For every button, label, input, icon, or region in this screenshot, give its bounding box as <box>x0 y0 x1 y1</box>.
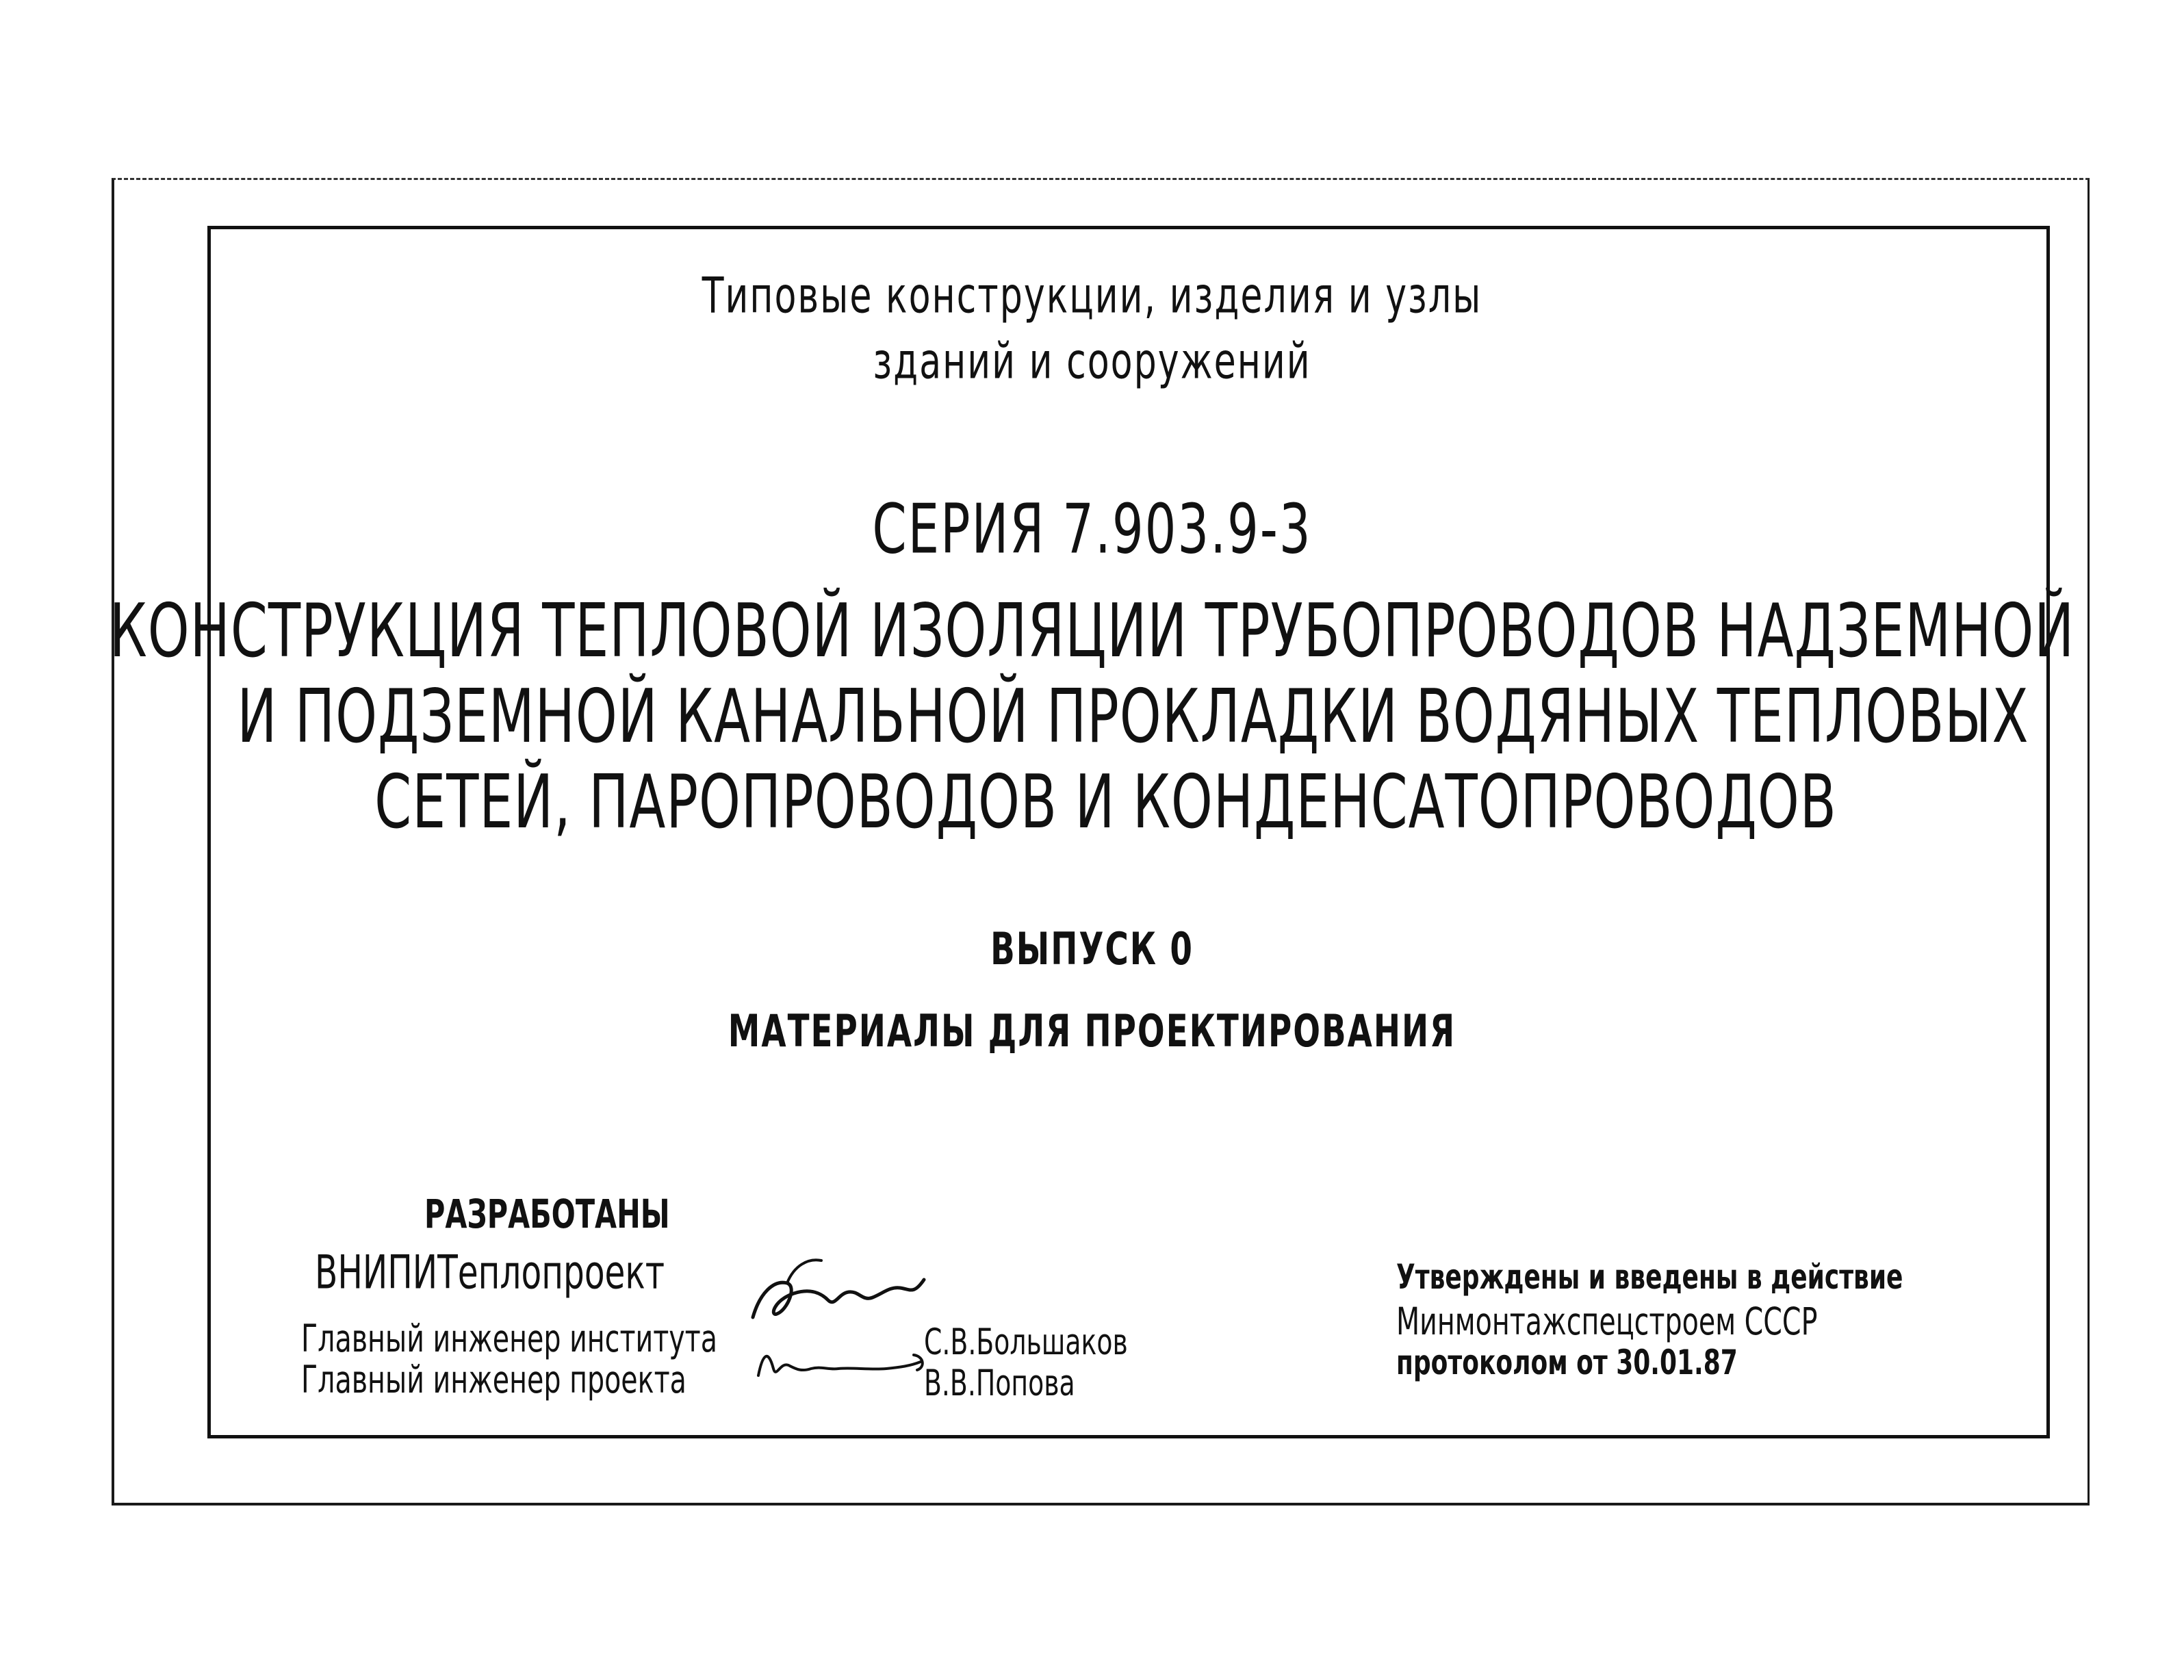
developer-organization: ВНИПИТеплопроект <box>315 1245 665 1300</box>
chief-engineer-project-name: В.В.Попова <box>924 1362 1075 1404</box>
developed-label: РАЗРАБОТАНЫ <box>424 1191 670 1237</box>
approved-line-1: Утверждены и введены в действие <box>1396 1258 1903 1297</box>
title-line-2: И ПОДЗЕМНОЙ КАНАЛЬНОЙ ПРОКЛАДКИ ВОДЯНЫХ ТЕПЛОВЫХ <box>237 674 2029 760</box>
approved-line-2: Минмонтажспецстроем СССР <box>1396 1300 1818 1344</box>
issue-label: ВЫПУСК 0 <box>990 924 1194 975</box>
chief-engineer-institute-role: Главный инженер института <box>301 1317 717 1361</box>
signature-institute-image <box>746 1252 938 1334</box>
series-number: СЕРИЯ 7.903.9-3 <box>872 489 1312 569</box>
title-line-3: СЕТЕЙ, ПАРОПРОВОДОВ И КОНДЕНСАТОПРОВОДОВ <box>374 760 1837 845</box>
title-line-1: КОНСТРУКЦИЯ ТЕПЛОВОЙ ИЗОЛЯЦИИ ТРУБОПРОВОДОВ НАДЗЕМНОЙ <box>109 589 2075 674</box>
signature-project-image <box>753 1341 931 1389</box>
approved-line-3: протоколом от 30.01.87 <box>1396 1343 1738 1383</box>
issue-subtitle: МАТЕРИАЛЫ ДЛЯ ПРОЕКТИРОВАНИЯ <box>728 1006 1456 1057</box>
chief-engineer-project-role: Главный инженер проекта <box>301 1358 686 1402</box>
header-line-2: зданий и сооружений <box>873 332 1311 390</box>
header-line-1: Типовые конструкции, изделия и узлы <box>702 266 1482 324</box>
chief-engineer-institute-name: С.В.Большаков <box>924 1321 1128 1363</box>
